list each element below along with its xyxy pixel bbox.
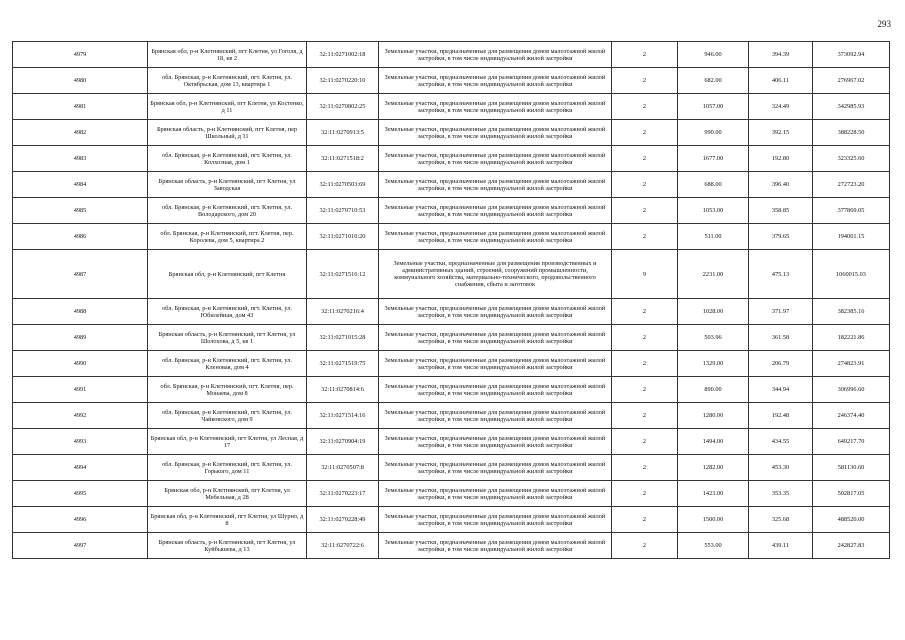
area-cell: 990.00	[678, 120, 749, 146]
area-cell: 1500.00	[678, 507, 749, 533]
cadastral-value-cell: 581130.60	[813, 455, 890, 481]
cadastral-value-cell: 488520.00	[813, 507, 890, 533]
specific-value-cell: 344.94	[749, 377, 813, 403]
specific-value-cell: 434.55	[749, 429, 813, 455]
table-row	[13, 42, 890, 68]
land-use-cell: Земельные участки, предназначенные для размещения домов малоэтажной жилой застройки, в том числе индивидуальной жилой застройки	[379, 533, 612, 559]
specific-value-cell: 379.65	[749, 224, 813, 250]
specific-value-cell: 394.39	[749, 42, 813, 68]
address-cell: обл. Брянская, р-н Клетнянский, пгт. Клетня, ул. Володарского, дом 20	[148, 198, 307, 224]
table-row	[13, 403, 890, 429]
land-use-cell: Земельные участки, предназначенные для размещения домов малоэтажной жилой застройки, в том числе индивидуальной жилой застройки	[379, 377, 612, 403]
row-number: 4996	[13, 507, 148, 533]
area-cell: 1282.00	[678, 455, 749, 481]
specific-value-cell: 206.79	[749, 351, 813, 377]
land-use-cell: Земельные участки, предназначенные для размещения домов малоэтажной жилой застройки, в том числе индивидуальной жилой застройки	[379, 455, 612, 481]
table-row	[13, 299, 890, 325]
group-cell: 2	[612, 68, 678, 94]
cadastral-number-cell: 32:11:0270722:6	[307, 533, 379, 559]
table-row	[13, 455, 890, 481]
table-row	[13, 94, 890, 120]
land-use-cell: Земельные участки, предназначенные для размещения домов малоэтажной жилой застройки, в том числе индивидуальной жилой застройки	[379, 198, 612, 224]
row-number: 4986	[13, 224, 148, 250]
land-use-cell: Земельные участки, предназначенные для размещения домов малоэтажной жилой застройки, в том числе индивидуальной жилой застройки	[379, 481, 612, 507]
table-row	[13, 68, 890, 94]
group-cell: 2	[612, 299, 678, 325]
table-body	[13, 42, 890, 559]
specific-value-cell: 353.35	[749, 481, 813, 507]
area-cell: 1423.00	[678, 481, 749, 507]
land-registry-table	[12, 41, 890, 559]
cadastral-value-cell: 1060015.03	[813, 250, 890, 299]
area-cell: 1028.00	[678, 299, 749, 325]
land-use-cell: Земельные участки, предназначенные для размещения домов малоэтажной жилой застройки, в том числе индивидуальной жилой застройки	[379, 507, 612, 533]
area-cell: 2231.00	[678, 250, 749, 299]
specific-value-cell: 324.49	[749, 94, 813, 120]
cadastral-value-cell: 502817.05	[813, 481, 890, 507]
cadastral-number-cell: 32:11:0271010:20	[307, 224, 379, 250]
cadastral-number-cell: 32:11:0271015:28	[307, 325, 379, 351]
group-cell: 2	[612, 94, 678, 120]
cadastral-value-cell: 272723.20	[813, 172, 890, 198]
group-cell: 2	[612, 172, 678, 198]
row-number: 4987	[13, 250, 148, 299]
area-cell: 1329.00	[678, 351, 749, 377]
table-row	[13, 250, 890, 299]
table-row	[13, 377, 890, 403]
land-use-cell: Земельные участки, предназначенные для размещения домов малоэтажной жилой застройки, в том числе индивидуальной жилой застройки	[379, 172, 612, 198]
cadastral-value-cell: 276967.02	[813, 68, 890, 94]
land-use-cell: Земельные участки, предназначенные для размещения домов малоэтажной жилой застройки, в том числе индивидуальной жилой застройки	[379, 42, 612, 68]
area-cell: 1053.00	[678, 198, 749, 224]
specific-value-cell: 396.40	[749, 172, 813, 198]
table-row	[13, 325, 890, 351]
group-cell: 9	[612, 250, 678, 299]
cadastral-value-cell: 194001.15	[813, 224, 890, 250]
group-cell: 2	[612, 403, 678, 429]
table-row	[13, 429, 890, 455]
table-row	[13, 146, 890, 172]
cadastral-value-cell: 373092.94	[813, 42, 890, 68]
address-cell: Брянская обл, р-н Клетнянский, пгт Клетня	[148, 250, 307, 299]
row-number: 4991	[13, 377, 148, 403]
group-cell: 2	[612, 120, 678, 146]
cadastral-number-cell: 32:11:0270220:10	[307, 68, 379, 94]
cadastral-value-cell: 388228.50	[813, 120, 890, 146]
cadastral-number-cell: 32:11:0271516:12	[307, 250, 379, 299]
specific-value-cell: 325.68	[749, 507, 813, 533]
row-number: 4982	[13, 120, 148, 146]
specific-value-cell: 475.13	[749, 250, 813, 299]
group-cell: 2	[612, 42, 678, 68]
specific-value-cell: 192.48	[749, 403, 813, 429]
land-use-cell: Земельные участки, предназначенные для размещения домов малоэтажной жилой застройки, в том числе индивидуальной жилой застройки	[379, 403, 612, 429]
address-cell: Брянская обл, р-н Клетнянский, пгт Клетня, ул Костенко, д 11	[148, 94, 307, 120]
address-cell: обл. Брянская, р-н Клетнянский, пгт. Клетня, пер. Королева, дом 5, квартира 2	[148, 224, 307, 250]
cadastral-number-cell: 32:11:0271519:75	[307, 351, 379, 377]
group-cell: 2	[612, 224, 678, 250]
address-cell: обл. Брянская, р-н Клетнянский, пгт. Клетня, ул. Чайковского, дом 9	[148, 403, 307, 429]
cadastral-number-cell: 32:11:0270814:6	[307, 377, 379, 403]
area-cell: 553.00	[678, 533, 749, 559]
area-cell: 890.00	[678, 377, 749, 403]
row-number: 4985	[13, 198, 148, 224]
address-cell: обл. Брянская, р-н Клетнянский, пгт. Клетня, ул. Юбилейная, дом 43	[148, 299, 307, 325]
land-use-cell: Земельные участки, предназначенные для размещения домов малоэтажной жилой застройки, в том числе индивидуальной жилой застройки	[379, 94, 612, 120]
group-cell: 2	[612, 377, 678, 403]
table-row	[13, 481, 890, 507]
row-number: 4979	[13, 42, 148, 68]
cadastral-value-cell: 246374.40	[813, 403, 890, 429]
address-cell: Брянская обл, р-н Клетнянский, пгт Клетня, ул Шурно, д 8	[148, 507, 307, 533]
address-cell: Брянская обл, р-н Клетнянский, пгт Клетня, ул Гоголя, д 18, кв 2	[148, 42, 307, 68]
cadastral-number-cell: 32:11:0270503:69	[307, 172, 379, 198]
cadastral-value-cell: 242827.83	[813, 533, 890, 559]
land-use-cell: Земельные участки, предназначенные для размещения домов малоэтажной жилой застройки, в том числе индивидуальной жилой застройки	[379, 68, 612, 94]
cadastral-value-cell: 182221.86	[813, 325, 890, 351]
row-number: 4995	[13, 481, 148, 507]
cadastral-number-cell: 32:11:0270710:53	[307, 198, 379, 224]
cadastral-number-cell: 32:11:0270802:25	[307, 94, 379, 120]
table-row	[13, 172, 890, 198]
table-row	[13, 120, 890, 146]
address-cell: обл. Брянская, р-н Клетнянский, пгт. Клетня, ул. Колхозная, дом 1	[148, 146, 307, 172]
address-cell: Брянская область, р-н Клетнянский, пгт Клетня, ул Куйбышева, д 13	[148, 533, 307, 559]
cadastral-value-cell: 306996.60	[813, 377, 890, 403]
specific-value-cell: 392.15	[749, 120, 813, 146]
land-use-cell: Земельные участки, предназначенные для размещения домов малоэтажной жилой застройки, в том числе индивидуальной жилой застройки	[379, 429, 612, 455]
specific-value-cell: 192.80	[749, 146, 813, 172]
specific-value-cell: 361.58	[749, 325, 813, 351]
address-cell: Брянская обл, р-н Клетнянский, пгт Клетня, ул Лесная, д 17	[148, 429, 307, 455]
cadastral-value-cell: 377869.05	[813, 198, 890, 224]
table-row	[13, 507, 890, 533]
specific-value-cell: 406.11	[749, 68, 813, 94]
cadastral-number-cell: 32:11:0270228:49	[307, 507, 379, 533]
area-cell: 1057.00	[678, 94, 749, 120]
cadastral-number-cell: 32:11:0270507:8	[307, 455, 379, 481]
cadastral-number-cell: 32:11:0270913:5	[307, 120, 379, 146]
cadastral-number-cell: 32:11:0271514:16	[307, 403, 379, 429]
row-number: 4984	[13, 172, 148, 198]
land-use-cell: Земельные участки, предназначенные для размещения домов малоэтажной жилой застройки, в том числе индивидуальной жилой застройки	[379, 299, 612, 325]
row-number: 4988	[13, 299, 148, 325]
land-use-cell: Земельные участки, предназначенные для размещения домов малоэтажной жилой застройки, в том числе индивидуальной жилой застройки	[379, 120, 612, 146]
land-use-cell: Земельные участки, предназначенные для размещения производственных и административных зданий, строений, сооружений промышленности, коммунального хозяйства, материально-технического, продовольственного снабжения, сбыта и заготовок	[379, 250, 612, 299]
row-number: 4980	[13, 68, 148, 94]
row-number: 4993	[13, 429, 148, 455]
specific-value-cell: 453.30	[749, 455, 813, 481]
group-cell: 2	[612, 455, 678, 481]
area-cell: 1677.00	[678, 146, 749, 172]
table-row	[13, 533, 890, 559]
table-row	[13, 224, 890, 250]
address-cell: Брянская обл, р-н Клетнянский, пгт Клетня, ул Мебельная, д 28	[148, 481, 307, 507]
group-cell: 2	[612, 198, 678, 224]
row-number: 4992	[13, 403, 148, 429]
cadastral-number-cell: 32:11:0270216:4	[307, 299, 379, 325]
row-number: 4981	[13, 94, 148, 120]
address-cell: обл. Брянская, р-н Клетнянский, пгт. Клетня, ул. Октябрьская, дом 13, квартира 1	[148, 68, 307, 94]
cadastral-value-cell: 342985.93	[813, 94, 890, 120]
cadastral-value-cell: 649217.70	[813, 429, 890, 455]
group-cell: 2	[612, 351, 678, 377]
group-cell: 2	[612, 481, 678, 507]
row-number: 4983	[13, 146, 148, 172]
page-number: 293	[877, 19, 891, 29]
address-cell: Брянская область, р-н Клетнянский, пгт Клетня, ул Шолохова, д 5, кв 1	[148, 325, 307, 351]
address-cell: Брянская область, р-н Клетнянский, пгт Клетня, пер Школьный, д 11	[148, 120, 307, 146]
address-cell: обл. Брянская, р-н Клетнянский, пгт. Клетня, ул. Горького, дом 11	[148, 455, 307, 481]
address-cell: Брянская область, р-н Клетнянский, пгт Клетня, ул Заводская	[148, 172, 307, 198]
cadastral-value-cell: 382385.16	[813, 299, 890, 325]
row-number: 4997	[13, 533, 148, 559]
address-cell: обл. Брянская, р-н Клетнянский, пгт. Клетня, ул. Кленовая, дом 4	[148, 351, 307, 377]
cadastral-number-cell: 32:11:0270904:19	[307, 429, 379, 455]
table-row	[13, 351, 890, 377]
address-cell: обл. Брянская, р-н Клетнянский, пгт. Клетня, пер. Монаева, дом 8	[148, 377, 307, 403]
cadastral-number-cell: 32:11:0271002:18	[307, 42, 379, 68]
group-cell: 2	[612, 507, 678, 533]
specific-value-cell: 358.85	[749, 198, 813, 224]
group-cell: 2	[612, 533, 678, 559]
specific-value-cell: 371.97	[749, 299, 813, 325]
area-cell: 511.00	[678, 224, 749, 250]
row-number: 4989	[13, 325, 148, 351]
group-cell: 2	[612, 325, 678, 351]
group-cell: 2	[612, 429, 678, 455]
land-use-cell: Земельные участки, предназначенные для размещения домов малоэтажной жилой застройки, в том числе индивидуальной жилой застройки	[379, 325, 612, 351]
cadastral-value-cell: 323325.60	[813, 146, 890, 172]
land-use-cell: Земельные участки, предназначенные для размещения домов малоэтажной жилой застройки, в том числе индивидуальной жилой застройки	[379, 146, 612, 172]
area-cell: 688.00	[678, 172, 749, 198]
area-cell: 946.00	[678, 42, 749, 68]
row-number: 4994	[13, 455, 148, 481]
area-cell: 503.96	[678, 325, 749, 351]
row-number: 4990	[13, 351, 148, 377]
specific-value-cell: 439.11	[749, 533, 813, 559]
cadastral-number-cell: 32:11:0270223:17	[307, 481, 379, 507]
cadastral-value-cell: 274823.91	[813, 351, 890, 377]
table-row	[13, 198, 890, 224]
area-cell: 1494.00	[678, 429, 749, 455]
cadastral-number-cell: 32:11:0271518:2	[307, 146, 379, 172]
area-cell: 1280.00	[678, 403, 749, 429]
land-use-cell: Земельные участки, предназначенные для размещения домов малоэтажной жилой застройки, в том числе индивидуальной жилой застройки	[379, 224, 612, 250]
area-cell: 682.00	[678, 68, 749, 94]
land-use-cell: Земельные участки, предназначенные для размещения домов малоэтажной жилой застройки, в том числе индивидуальной жилой застройки	[379, 351, 612, 377]
group-cell: 2	[612, 146, 678, 172]
